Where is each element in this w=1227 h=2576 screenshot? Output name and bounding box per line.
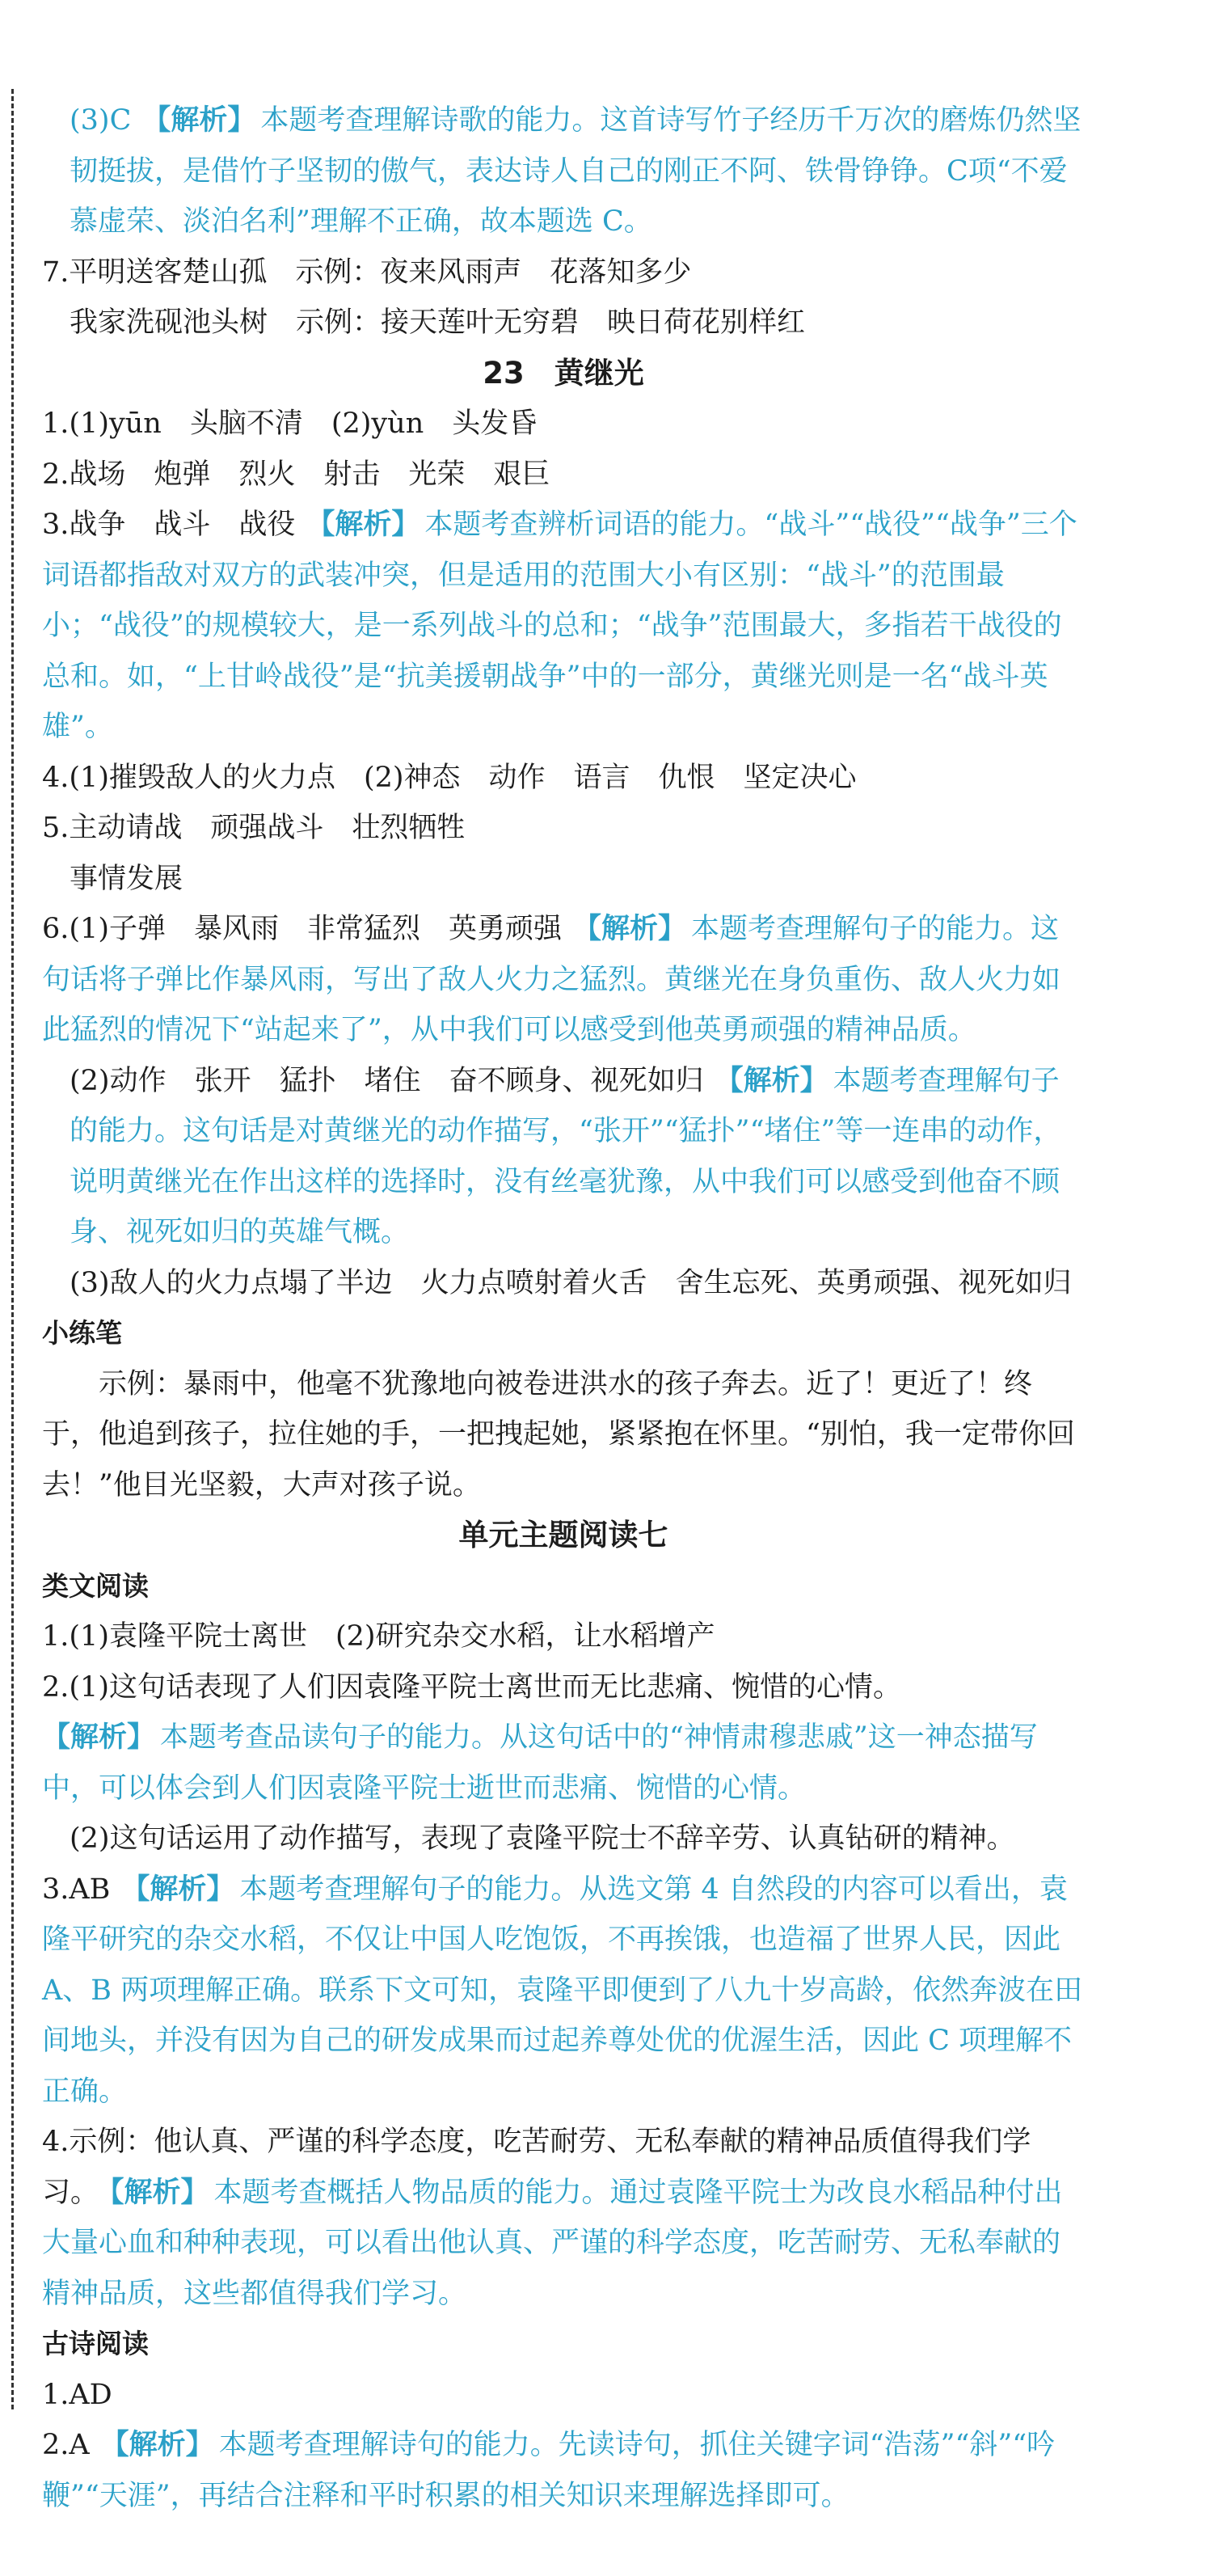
analysis-text: 本题考查理解诗句的能力。先读诗句，抓住关键字词“浩荡”“斜”“吟鞭”“天涯”，再结合注释和平时积累的相关知识来理解选择即可。 bbox=[42, 2429, 1056, 2512]
analysis-tag: 【解析】 bbox=[110, 2175, 209, 2209]
analysis-text: 本题考查理解句子的能力。这句话是对黄继光的动作描写，“张开”“猛扑”“堵住”等一连串的动作，说明黄继光在作出这样的选择时，没有丝毫犹豫，从中我们可以感受到他奋不顾身、视死如归的英雄气概。 bbox=[70, 1064, 1062, 1248]
unit7-q1: 1.(1)袁隆平院士离世 (2)研究杂交水稻，让水稻增产 bbox=[42, 1620, 715, 1653]
lesson23-q3: 3.战争 战斗 战役 【解析】 本题考查辨析词语的能力。“战斗”“战役”“战争”三个词语都指敌对双方的武装冲突，但是适用的范围大小有区别：“战斗”的范围最小；“战役”的规模较大，是一系列战斗的总和；“战争”范围最大，多指若干战役的总和。如，“上甘岭战役”是“抗美援朝战争”中的一部分，黄继光则是一名“战斗英雄”。 bbox=[42, 508, 1077, 743]
answer-item-7b: 我家洗砚池头树 示例：接天莲叶无穷碧 映日荷花别样红 bbox=[70, 306, 806, 339]
analysis-tag: 【解析】 bbox=[306, 508, 420, 541]
analysis-tag: 【解析】 bbox=[715, 1063, 829, 1097]
practice-title: 小练笔 bbox=[42, 1317, 122, 1349]
analysis-text: 本题考查理解句子的能力。从选文第 4 自然段的内容可以看出，袁隆平研究的杂交水稻，不仅让中国人吃饱饭，不再挨饿，也造福了世界人民，因此 A、B 两项理解正确。联系下文可知，袁隆平即便到了八九十岁高龄，依然奔波在田间地头，并没有因为自己的研发成果而过起养尊处优的优渥生活，因此 C 项理解不正确。 bbox=[42, 1873, 1083, 2108]
analysis-tag: 【解析】 bbox=[42, 1721, 156, 1754]
lesson23-q1: 1.(1)yūn 头脑不清 (2)yùn 头发昏 bbox=[42, 408, 538, 440]
binding-dash-line bbox=[11, 89, 14, 2409]
analysis-text: 本题考查概括人物品质的能力。通过袁隆平院士为改良水稻品种付出大量心血和种种表现，可以看出他认真、严谨的科学态度，吃苦耐劳、无私奉献的精神品质，这些都值得我们学习。 bbox=[42, 2176, 1063, 2310]
analysis-tag: 【解析】 bbox=[121, 1872, 235, 1906]
lesson23-q6-1: 6.(1)子弹 暴风雨 非常猛烈 英勇顽强 【解析】 本题考查理解句子的能力。这句话将子弹比作暴风雨，写出了敌人火力之猛烈。黄继光在身负重伤、敌人火力如此猛烈的情况下“站起来了”，从中我们可以感受到他英勇顽强的精神品质。 bbox=[42, 912, 1061, 1046]
lesson23-q5b: 事情发展 bbox=[70, 862, 183, 895]
unit7-q3: 3.AB 【解析】 本题考查理解句子的能力。从选文第 4 自然段的内容可以看出，袁隆平研究的杂交水稻，不仅让中国人吃饱饭，不再挨饿，也造福了世界人民，因此 A、B 两项理解正确。联系下文可知，袁隆平即便到了八九十岁高龄，依然奔波在田间地头，并没有因为自己的研发成果而过起养尊处优的优渥生活，因此 C 项理解不正确。 bbox=[42, 1872, 1083, 2108]
answer-item-7a: 7.平明送客楚山孤 示例：夜来风雨声 花落知多少 bbox=[42, 255, 692, 289]
lesson23-q5a: 5.主动请战 顽强战斗 壮烈牺牲 bbox=[42, 812, 466, 844]
analysis-tag: 【解析】 bbox=[572, 912, 686, 945]
analysis-text: 本题考查理解句子的能力。这句话将子弹比作暴风雨，写出了敌人火力之猛烈。黄继光在身负重伤、敌人火力如此猛烈的情况下“站起来了”，从中我们可以感受到他英勇顽强的精神品质。 bbox=[42, 913, 1061, 1046]
unit7-q2-1-analysis bbox=[42, 1712, 1085, 1814]
poem-q2: 2.A 【解析】 本题考查理解诗句的能力。先读诗句，抓住关键字词“浩荡”“斜”“吟鞭”“天涯”，再结合注释和平时积累的相关知识来理解选择即可。 bbox=[42, 2428, 1056, 2512]
unit7-q2-2: (2)这句话运用了动作描写，表现了袁隆平院士不辞辛劳、认真钻研的精神。 bbox=[70, 1822, 1015, 1855]
lesson23-q6-3: (3)敌人的火力点塌了半边 火力点喷射着火舌 舍生忘死、英勇顽强、视死如归 bbox=[70, 1266, 1072, 1299]
lesson23-q2: 2.战场 炮弹 烈火 射击 光荣 艰巨 bbox=[42, 458, 550, 491]
section-title-poem: 古诗阅读 bbox=[42, 2328, 149, 2359]
lesson23-q4: 4.(1)摧毁敌人的火力点 (2)神态 动作 语言 仇恨 坚定决心 bbox=[42, 761, 857, 794]
practice-text: 示例：暴雨中，他毫不犹豫地向被卷进洪水的孩子奔去。近了！更近了！终于，他追到孩子，拉住她的手，一把拽起她，紧紧抱在怀里。“别怕，我一定带你回去！”他目光坚毅，大声对孩子说。 bbox=[42, 1367, 1075, 1501]
answer-content bbox=[42, 95, 1085, 2521]
poem-q1: 1.AD bbox=[42, 2378, 112, 2411]
analysis-tag: 【解析】 bbox=[100, 2428, 214, 2461]
analysis-text: 本题考查理解诗歌的能力。这首诗写竹子经历千万次的磨炼仍然坚韧挺拔，是借竹子坚韧的傲气，表达诗人自己的刚正不阿、铁骨铮铮。C项“不爱慕虚荣、淡泊名利”理解不正确，故本题选 C。 bbox=[70, 104, 1082, 238]
unit7-q4: 4.示例：他认真、严谨的科学态度，吃苦耐劳、无私奉献的精神品质值得我们学习。 【解析】 本题考查概括人物品质的能力。通过袁隆平院士为改良水稻品种付出大量心血和种种表现，可以看出他认真、严谨的科学态度，吃苦耐劳、无私奉献的精神品质，这些都值得我们学习。 bbox=[42, 2126, 1063, 2310]
section-title-reading: 类文阅读 bbox=[42, 1569, 149, 1602]
analysis-tag: 【解析】 bbox=[142, 103, 256, 137]
unit-title: 单元主题阅读七 bbox=[458, 1518, 668, 1552]
lesson23-q6-2: (2)动作 张开 猛扑 堵住 奋不顾身、视死如归 【解析】 本题考查理解句子的能力。这句话是对黄继光的动作描写，“张开”“猛扑”“堵住”等一连串的动作，说明黄继光在作出这样的选择时，没有丝毫犹豫，从中我们可以感受到他奋不顾身、视死如归的英雄气概。 bbox=[70, 1063, 1062, 1248]
analysis-text: 本题考查品读句子的能力。从这句话中的“神情肃穆悲戚”这一神态描写中，可以体会到人们因袁隆平院士逝世而悲痛、惋惜的心情。 bbox=[42, 1721, 1038, 1805]
unit7-q2-1: 2.(1)这句话表现了人们因袁隆平院士离世而无比悲痛、惋惜的心情。 bbox=[42, 1670, 901, 1704]
analysis-text: 本题考查辨析词语的能力。“战斗”“战役”“战争”三个词语都指敌对双方的武装冲突，但是适用的范围大小有区别：“战斗”的范围最小；“战役”的规模较大，是一系列战斗的总和；“战争”范围最大，多指若干战役的总和。如，“上甘岭战役”是“抗美援朝战争”中的一部分，黄继光则是一名“战斗英雄”。 bbox=[42, 509, 1077, 743]
answer-item-3c: (3)C 【解析】 本题考查理解诗歌的能力。这首诗写竹子经历千万次的磨炼仍然坚韧挺拔，是借竹子坚韧的傲气，表达诗人自己的刚正不阿、铁骨铮铮。C项“不爱慕虚荣、淡泊名利”理解不正确，故本题选 C。 bbox=[70, 103, 1082, 238]
lesson-title: 23 黄继光 bbox=[483, 355, 644, 391]
